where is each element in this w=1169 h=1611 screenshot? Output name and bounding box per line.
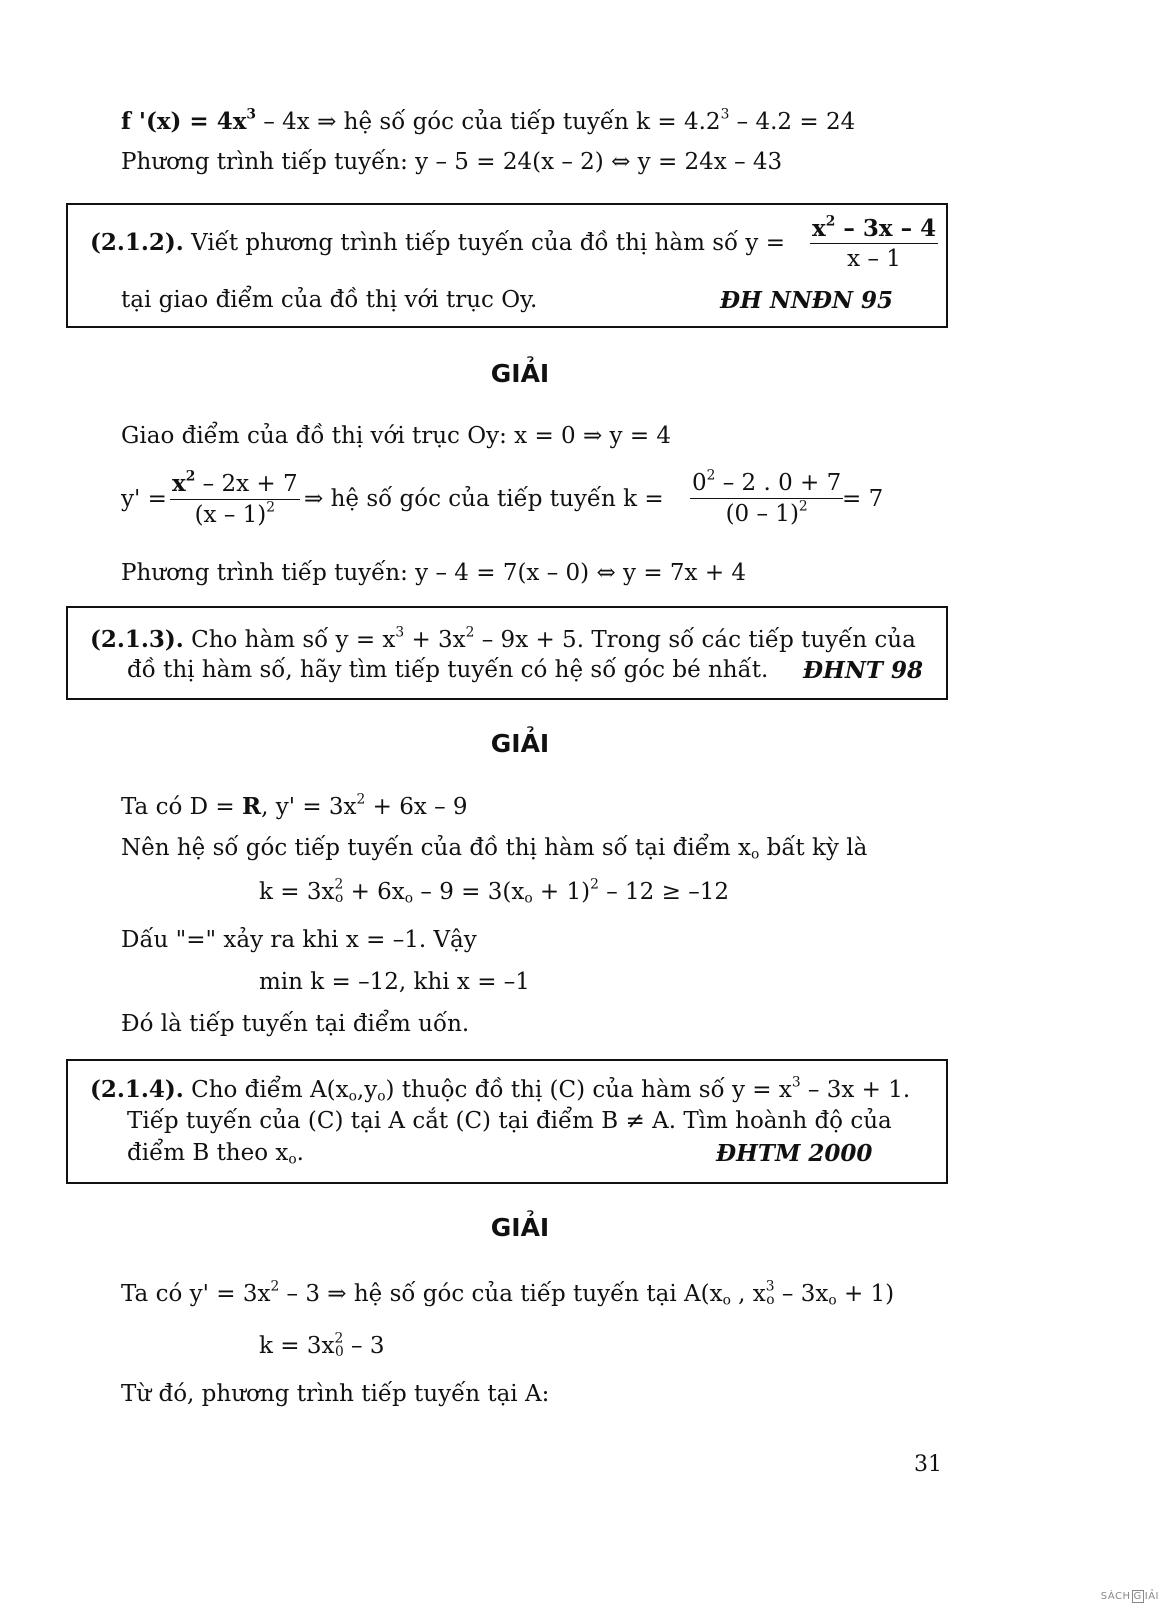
solution-2-1-3-line-6: Đó là tiếp tuyến tại điểm uốn. <box>121 1011 470 1037</box>
problem-2-1-3-line-2: đồ thị hàm số, hãy tìm tiếp tuyến có hệ số góc bé nhất. <box>127 657 769 683</box>
solution-2-1-4-line-2: $k = 3x^2_0 - 3$ <box>259 1330 385 1361</box>
problem-2-1-2-line-2: tại giao điểm của đồ thị với trục Oy. <box>121 287 538 313</box>
problem-2-1-4-line-2: Tiếp tuyến của (C) tại A cắt (C) tại điểm B ≠ A. Tìm hoành độ của <box>127 1108 892 1134</box>
solution-2-1-4-line-3: Từ đó, phương trình tiếp tuyến tại A: <box>121 1381 550 1407</box>
intro-line-1: f '$(x) = 4x^3 - 4x$ ⇒ hệ số góc của tiếp tuyến $k = 4.2^3 - 4.2 = 24$ <box>121 106 856 135</box>
solution-2-1-3-line-2: Nên hệ số góc tiếp tuyến của đồ thị hàm số tại điểm $x_o$ bất kỳ là <box>121 835 868 863</box>
source-ref: ĐH NNĐN 95 <box>720 287 894 314</box>
solution-2-1-3-line-4: Dấu "=" xảy ra khi x = –1. Vậy <box>121 927 477 953</box>
problem-2-1-4-line-1: (2.1.4). Cho điểm $A(x_o,y_o)$ thuộc đồ thị (C) của hàm số $y = x^3 - 3x + 1$. <box>90 1074 911 1105</box>
problem-id: (2.1.3). <box>90 626 184 653</box>
solution-2-1-4-line-1: Ta có $y' = 3x^2 - 3$ ⇒ hệ số góc của tiếp tuyến tại $A(x_o$ , $x^3_o - 3x_o + 1$) <box>121 1278 895 1309</box>
source-ref: ĐHTM 2000 <box>716 1140 873 1167</box>
solution-2-1-3-line-3: $k = 3x^2_o + 6x_o - 9 = 3(x_o + 1)^2 - 12 \ge -12$ <box>259 876 729 907</box>
derivative-fraction: $\frac{x^2 - 2x + 7}{(x - 1)^2}$ <box>172 468 298 528</box>
solution-heading: GIẢI <box>490 1213 550 1242</box>
solution-2-1-2-line-1: Giao điểm của đồ thị với trục Oy: x = 0 ⇒ y = 4 <box>121 423 672 449</box>
solution-heading: GIẢI <box>490 729 550 758</box>
slope-fraction: $\frac{0^2 - 2 . 0 + 7}{(0 - 1)^2}$ <box>692 467 842 527</box>
solution-2-1-2-tail: = 7 <box>842 486 884 512</box>
solution-2-1-2-mid: ⇒ hệ số góc của tiếp tuyến k = <box>304 486 664 512</box>
problem-box-2-1-3 <box>66 606 948 700</box>
problem-2-1-3-line-1: (2.1.3). Cho hàm số $y = x^3 + 3x^2 - 9x + 5$. Trong số các tiếp tuyến của <box>90 624 916 653</box>
problem-2-1-4-line-3: điểm B theo $x_o$. <box>127 1140 304 1168</box>
problem-id: (2.1.4). <box>90 1076 184 1103</box>
source-ref: ĐHNT 98 <box>803 657 923 684</box>
solution-2-1-3-line-5: min k = –12, khi x = –1 <box>259 969 530 995</box>
watermark-logo: SÁCH G IẢI <box>1100 1591 1159 1602</box>
page-number: 31 <box>914 1452 942 1477</box>
intro-line-2: Phương trình tiếp tuyến: y – 5 = 24(x – 2) ⇔ y = 24x – 43 <box>121 149 783 175</box>
solution-2-1-3-line-1: Ta có D = R, $y' = 3x^2 + 6x - 9$ <box>121 791 468 820</box>
solution-2-1-2-lhs: y' = <box>121 486 167 512</box>
problem-id: (2.1.2). <box>90 229 184 256</box>
solution-2-1-2-line-3: Phương trình tiếp tuyến: y – 4 = 7(x – 0) ⇔ y = 7x + 4 <box>121 560 747 586</box>
problem-2-1-2-fraction: $\frac{x^2 - 3x - 4}{x - 1}$ <box>812 213 937 272</box>
problem-2-1-2-line-1: (2.1.2). Viết phương trình tiếp tuyến của đồ thị hàm số y = <box>90 229 786 256</box>
solution-heading: GIẢI <box>490 359 550 388</box>
